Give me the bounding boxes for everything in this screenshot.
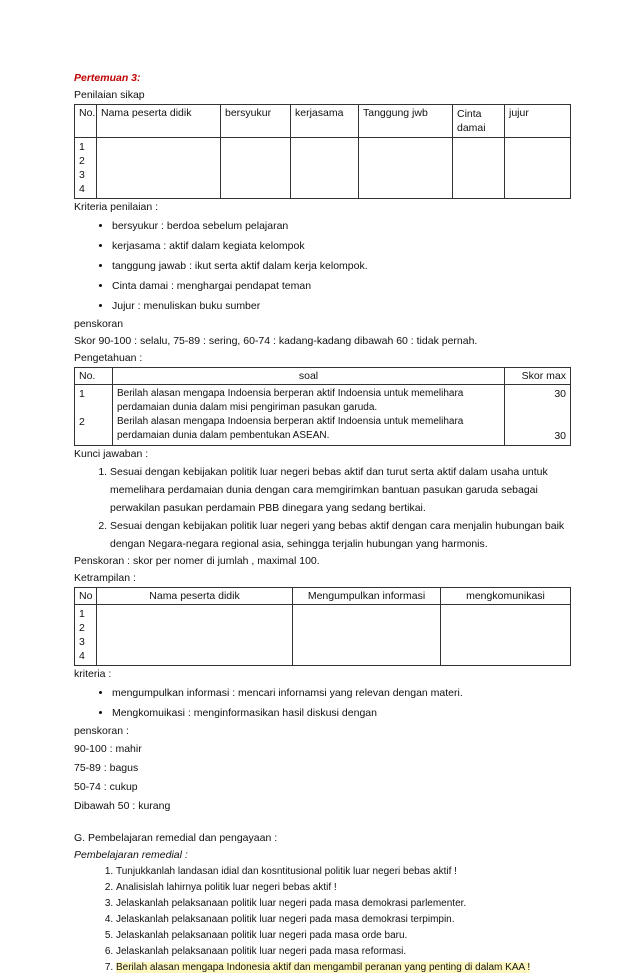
row-number: 2 [79, 622, 85, 634]
list-item: 2. Sesuai dengan kebijakan politik luar negeri yang bebas aktif dengan cara menjalin hubungan baik dengan Negara-negara regional asia, sehingga terjalin hubungan yang harmonis. [110, 517, 570, 553]
sikap-criteria-title: Kriteria penilaian : [74, 201, 159, 213]
pengetahuan-header-cell: Skor max [505, 368, 571, 385]
sikap-header-cell: jujur [505, 105, 571, 138]
scale-item: 50-74 : cukup [74, 781, 138, 793]
list-item: 4. Jelaskanlah pelaksanaan politik luar negeri pada masa demokrasi terpimpin. [116, 912, 570, 928]
kunci-list [74, 463, 570, 553]
list-item: 6. Jelaskanlah pelaksanaan politik luar negeri pada masa reformasi. [116, 944, 570, 960]
keterampilan-header-cell: Mengumpulkan informasi [293, 588, 441, 605]
empty-cell [293, 605, 441, 666]
list-item: 1. Sesuai dengan kebijakan politik luar negeri bebas aktif dan turut serta aktif dalam usaha untuk memelihara perdamaian dunia dengan cara memgirimkan bantuan pasukan garuda sebagai perwakilan pasukan perdamain PBB dinegara yang sedang bertikai. [110, 463, 570, 517]
list-item: 3. Jelaskanlah pelaksanaan politik luar negeri pada masa demokrasi parlementer. [116, 896, 570, 912]
list-item: • bersyukur : berdoa sebelum pelajaran [112, 216, 570, 236]
list-item: 1. Tunjukkanlah landasan idial dan kosntitusional politik luar negeri bebas aktif ! [116, 864, 570, 880]
empty-cell [221, 138, 291, 199]
sikap-title: Penilaian sikap [74, 89, 145, 101]
pengetahuan-number-cell [75, 385, 113, 446]
remedial-section-title: G. Pembelajaran remedial dan pengayaan : [74, 832, 278, 844]
row-number: 4 [79, 183, 85, 195]
sikap-header-cell: No. [75, 105, 97, 138]
pengetahuan-title: Pengetahuan : [74, 352, 143, 364]
keterampilan-penskoran-title: penskoran : [74, 725, 129, 737]
sikap-table [74, 104, 571, 199]
keterampilan-title: Ketrampilan : [74, 572, 136, 584]
empty-cell [453, 138, 505, 199]
list-item: • Jujur : menuliskan buku sumber [112, 296, 570, 316]
keterampilan-header-cell: Nama peserta didik [97, 588, 293, 605]
pengetahuan-header-cell: soal [113, 368, 505, 385]
empty-cell [441, 605, 571, 666]
scale-item: 90-100 : mahir [74, 743, 142, 755]
scale-item: Dibawah 50 : kurang [74, 800, 171, 812]
meeting-heading: Pertemuan 3: [74, 72, 141, 84]
sikap-score-scale: Skor 90-100 : selalu, 75-89 : sering, 60-74 : kadang-kadang dibawah 60 : tidak pernah. [74, 335, 478, 347]
keterampilan-body-row [75, 605, 571, 666]
keterampilan-number-cell [75, 605, 97, 666]
remedial-subtitle: Pembelajaran remedial : [74, 849, 188, 861]
pengetahuan-body-row [75, 385, 571, 446]
list-item: • tanggung jawab : ikut serta aktif dalam kerja kelompok. [112, 256, 570, 276]
keterampilan-header-cell: No [75, 588, 97, 605]
list-item: 5. Jelaskanlah pelaksanaan politik luar negeri pada masa orde baru. [116, 928, 570, 944]
highlighted-question: Berilah alasan mengapa Indonesia aktif dan mengambil peranan yang penting di dalam KAA ! [116, 962, 531, 973]
sikap-header-cell: Nama peserta didik [97, 105, 221, 138]
pengetahuan-table [74, 367, 571, 446]
sikap-header-cell: bersyukur [221, 105, 291, 138]
empty-cell [505, 138, 571, 199]
list-item: • Cinta damai : menghargai pendapat teman [112, 276, 570, 296]
list-item: • mengumpulkan informasi : mencari infornamsi yang relevan dengan materi. [112, 683, 570, 703]
sikap-penskoran-title: penskoran [74, 318, 124, 330]
empty-cell [97, 605, 293, 666]
keterampilan-header-cell: mengkomunikasi [441, 588, 571, 605]
row-number: 3 [79, 169, 85, 181]
max-score: 30 [554, 430, 566, 442]
list-item: • Mengkomuikasi : menginformasikan hasil diskusi dengan [112, 703, 570, 723]
row-number: 4 [79, 650, 85, 662]
empty-cell [359, 138, 453, 199]
sikap-body-row [75, 138, 571, 199]
question-text: Berilah alasan mengapa Indoensia berperan aktif Indoensia untuk memelihara perdamaian dunia dalam pembentukan ASEAN. [117, 416, 464, 441]
scale-item: 75-89 : bagus [74, 762, 139, 774]
pengetahuan-score-cell [505, 385, 571, 446]
row-number: 2 [79, 155, 85, 167]
question-text: Berilah alasan mengapa Indoensia berperan aktif Indoensia untuk memelihara perdamaian dunia dalam misi pengiriman pasukan garuda. [117, 388, 464, 413]
pengetahuan-header-cell: No. [75, 368, 113, 385]
row-number: 1 [79, 388, 85, 400]
pengetahuan-question-cell [113, 385, 505, 446]
keterampilan-header-row [75, 588, 571, 605]
list-item [116, 960, 570, 976]
row-number: 1 [79, 608, 85, 620]
keterampilan-criteria-title: kriteria : [74, 668, 112, 680]
remedial-list [74, 864, 570, 976]
kunci-title: Kunci jawaban : [74, 448, 149, 460]
pengetahuan-header-row [75, 368, 571, 385]
document-page [74, 70, 570, 976]
row-number: 3 [79, 636, 85, 648]
sikap-header-cell: Cinta damai [453, 105, 505, 138]
keterampilan-table [74, 587, 571, 666]
sikap-header-cell: Tanggung jwb [359, 105, 453, 138]
sikap-number-cell [75, 138, 97, 199]
row-number: 2 [79, 416, 85, 428]
max-score: 30 [554, 388, 566, 400]
sikap-header-cell: kerjasama [291, 105, 359, 138]
keterampilan-criteria-list [74, 683, 570, 723]
sikap-header-row [75, 105, 571, 138]
empty-cell [97, 138, 221, 199]
list-item: 2. Analisislah lahirnya politik luar negeri bebas aktif ! [116, 880, 570, 896]
empty-cell [291, 138, 359, 199]
row-number: 1 [79, 141, 85, 153]
pengetahuan-penskoran: Penskoran : skor per nomer di jumlah , maximal 100. [74, 555, 320, 567]
list-item: • kerjasama : aktif dalam kegiata kelompok [112, 236, 570, 256]
sikap-criteria-list [74, 216, 570, 316]
